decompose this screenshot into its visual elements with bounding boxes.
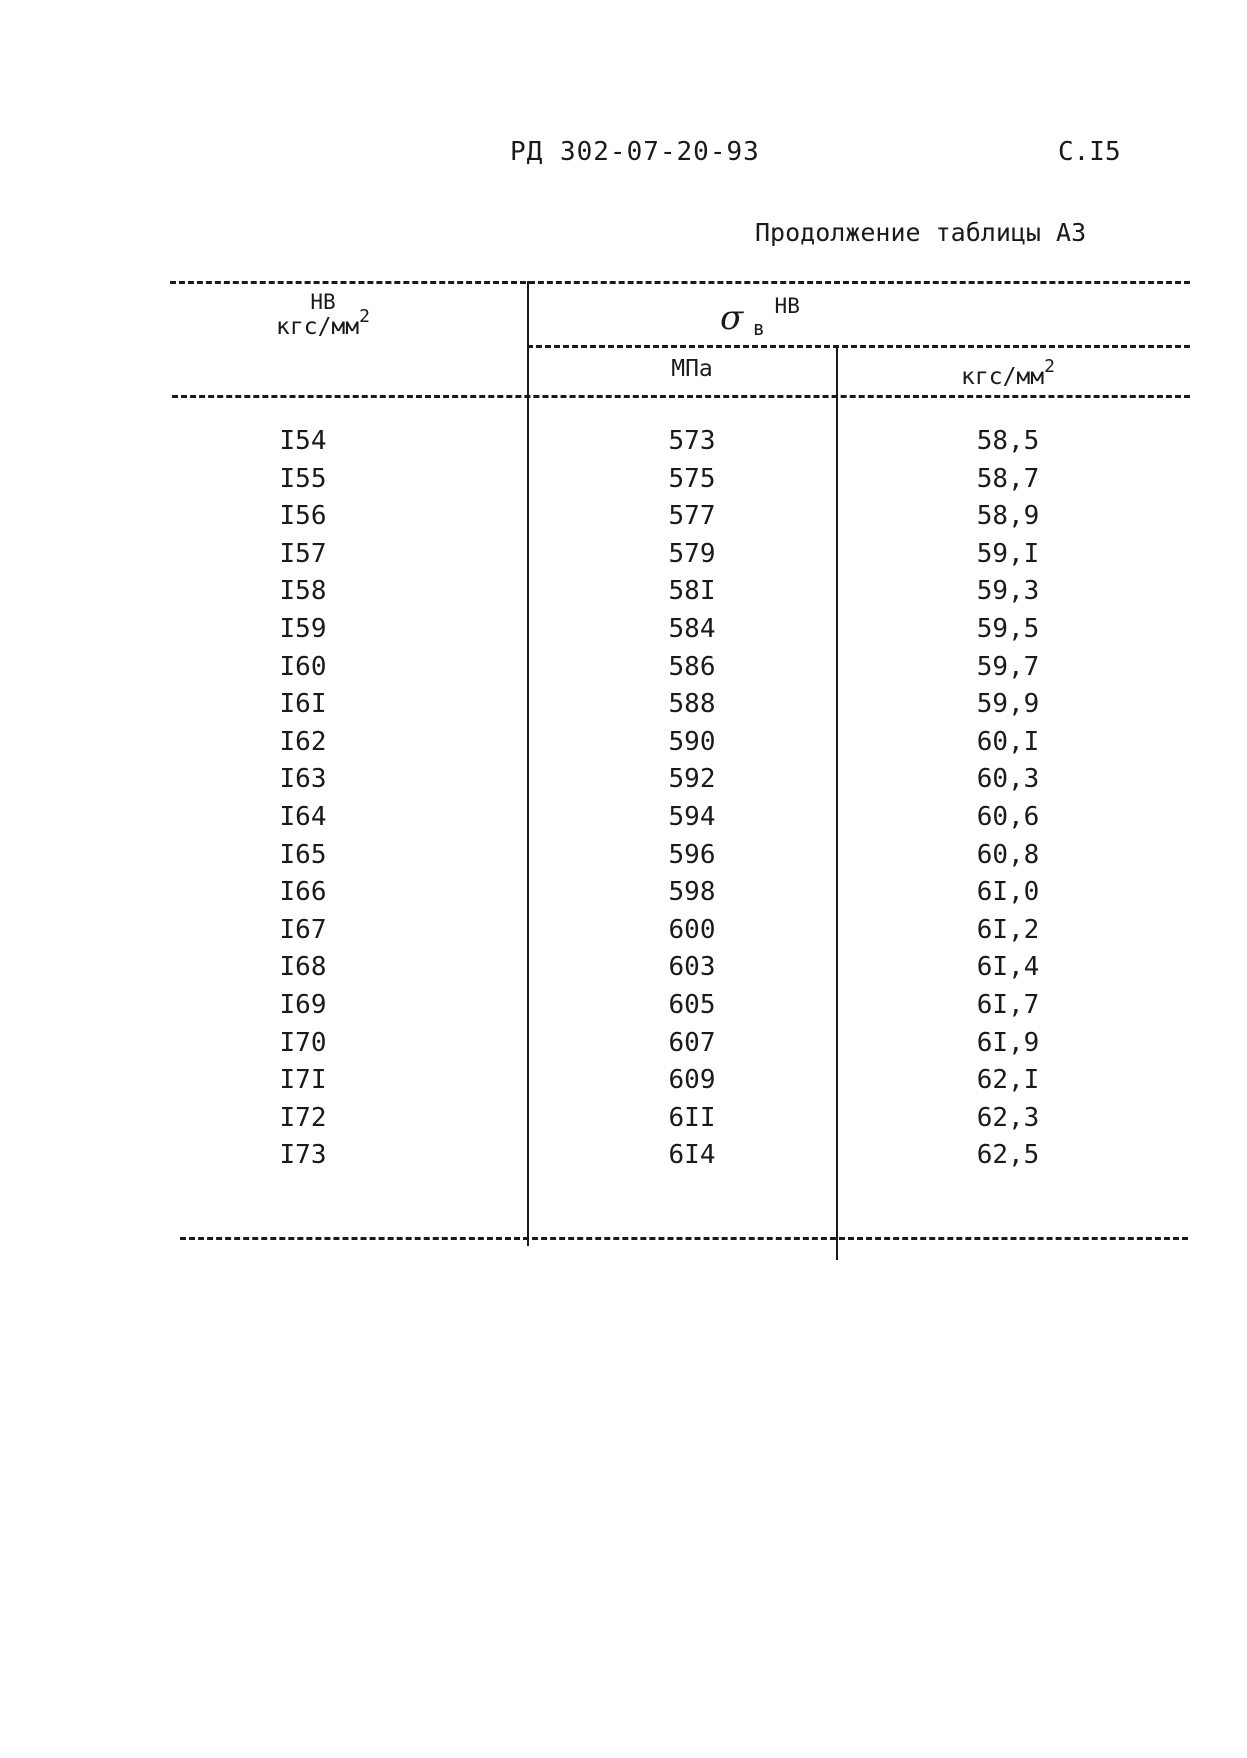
table-row [0,915,1247,953]
sigma-symbol: σ [720,298,744,338]
cell-kgf: 6I,7 [976,989,1040,1020]
table-row [0,1065,1247,1103]
cell-hb: I72 [279,1102,327,1133]
cell-mpa: 598 [668,877,716,908]
cell-kgf: 62,I [976,1065,1040,1096]
sigma-subscript: в [752,316,765,340]
cell-hb: I54 [279,426,327,456]
cell-mpa: 609 [668,1065,716,1096]
cell-kgf: 62,5 [976,1140,1040,1171]
document-code: РД 302-07-20-93 [510,137,760,167]
table-row [0,764,1247,802]
cell-mpa: 579 [668,538,716,569]
table-row [0,689,1247,727]
cell-kgf: 59,I [976,538,1040,569]
table-row [0,952,1247,990]
header-mpa: МПа [671,356,713,382]
cell-hb: I59 [279,613,327,644]
cell-kgf: 6I,2 [976,914,1040,945]
cell-hb: I60 [279,651,327,682]
table-row [0,501,1247,539]
cell-mpa: 590 [668,726,716,757]
cell-hb: I58 [279,576,327,607]
cell-kgf: 58,9 [976,501,1040,532]
header-hb-symbol: HB [310,290,336,314]
cell-kgf: 6I,4 [976,952,1040,983]
cell-kgf: 58,7 [976,463,1040,494]
cell-mpa: 58I [668,576,716,607]
table-row [0,877,1247,915]
sigma-superscript: HB [774,294,800,318]
cell-mpa: 586 [668,651,716,682]
cell-kgf: 59,7 [976,651,1040,682]
cell-hb: I65 [279,839,327,870]
table-row [0,802,1247,840]
cell-kgf: 59,3 [976,576,1040,607]
table-row [0,464,1247,502]
header-kgf: кгс/$мм^2$ [961,356,1055,390]
cell-mpa: 588 [668,689,716,720]
table-row [0,727,1247,765]
cell-kgf: 62,3 [976,1102,1040,1133]
cell-mpa: 603 [668,952,716,983]
header-hb [243,290,403,340]
cell-hb: I67 [279,914,327,945]
table-row [0,576,1247,614]
table-row [0,1103,1247,1141]
cell-hb: I55 [279,463,327,494]
cell-hb: I7I [279,1065,327,1096]
cell-hb: I63 [279,764,327,795]
cell-hb: I68 [279,952,327,983]
cell-kgf: 59,5 [976,613,1040,644]
table-row [0,990,1247,1028]
cell-hb: I69 [279,989,327,1020]
table-row [0,840,1247,878]
cell-mpa: 607 [668,1027,716,1058]
header-sigma [720,294,900,340]
table-row [0,652,1247,690]
cell-mpa: 592 [668,764,716,795]
cell-mpa: 6I4 [668,1140,716,1171]
cell-hb: I62 [279,726,327,757]
cell-mpa: 573 [668,426,716,456]
cell-hb: I56 [279,501,327,532]
header-bottom-rule [172,395,1190,398]
cell-kgf: 6I,0 [976,877,1040,908]
table-row [0,614,1247,652]
cell-mpa: 6II [668,1102,716,1133]
cell-mpa: 575 [668,463,716,494]
cell-hb: I57 [279,538,327,569]
cell-hb: I73 [279,1140,327,1171]
header-hb-unit: кгс/$мм^2$ [276,306,370,340]
cell-kgf: 60,I [976,726,1040,757]
table-row [0,1140,1247,1178]
cell-kgf: 59,9 [976,689,1040,720]
table-top-rule [170,281,1190,284]
cell-kgf: 58,5 [976,426,1040,456]
cell-mpa: 594 [668,801,716,832]
table-caption: Продолжение таблицы А3 [755,218,1087,247]
cell-hb: I64 [279,801,327,832]
table-bottom-rule [180,1237,1188,1240]
cell-hb: I70 [279,1027,327,1058]
cell-kgf: 60,8 [976,839,1040,870]
cell-mpa: 584 [668,613,716,644]
cell-hb: I66 [279,877,327,908]
cell-kgf: 60,3 [976,764,1040,795]
table-body [0,426,1247,1178]
cell-mpa: 596 [668,839,716,870]
cell-mpa: 577 [668,501,716,532]
page-number: С.I5 [1058,137,1121,167]
cell-mpa: 605 [668,989,716,1020]
cell-kgf: 6I,9 [976,1027,1040,1058]
table-row [0,426,1247,464]
cell-hb: I6I [279,689,327,720]
cell-mpa: 600 [668,914,716,945]
table-row [0,1028,1247,1066]
sigma-header-rule [527,345,1190,348]
cell-kgf: 60,6 [976,801,1040,832]
table-row [0,539,1247,577]
